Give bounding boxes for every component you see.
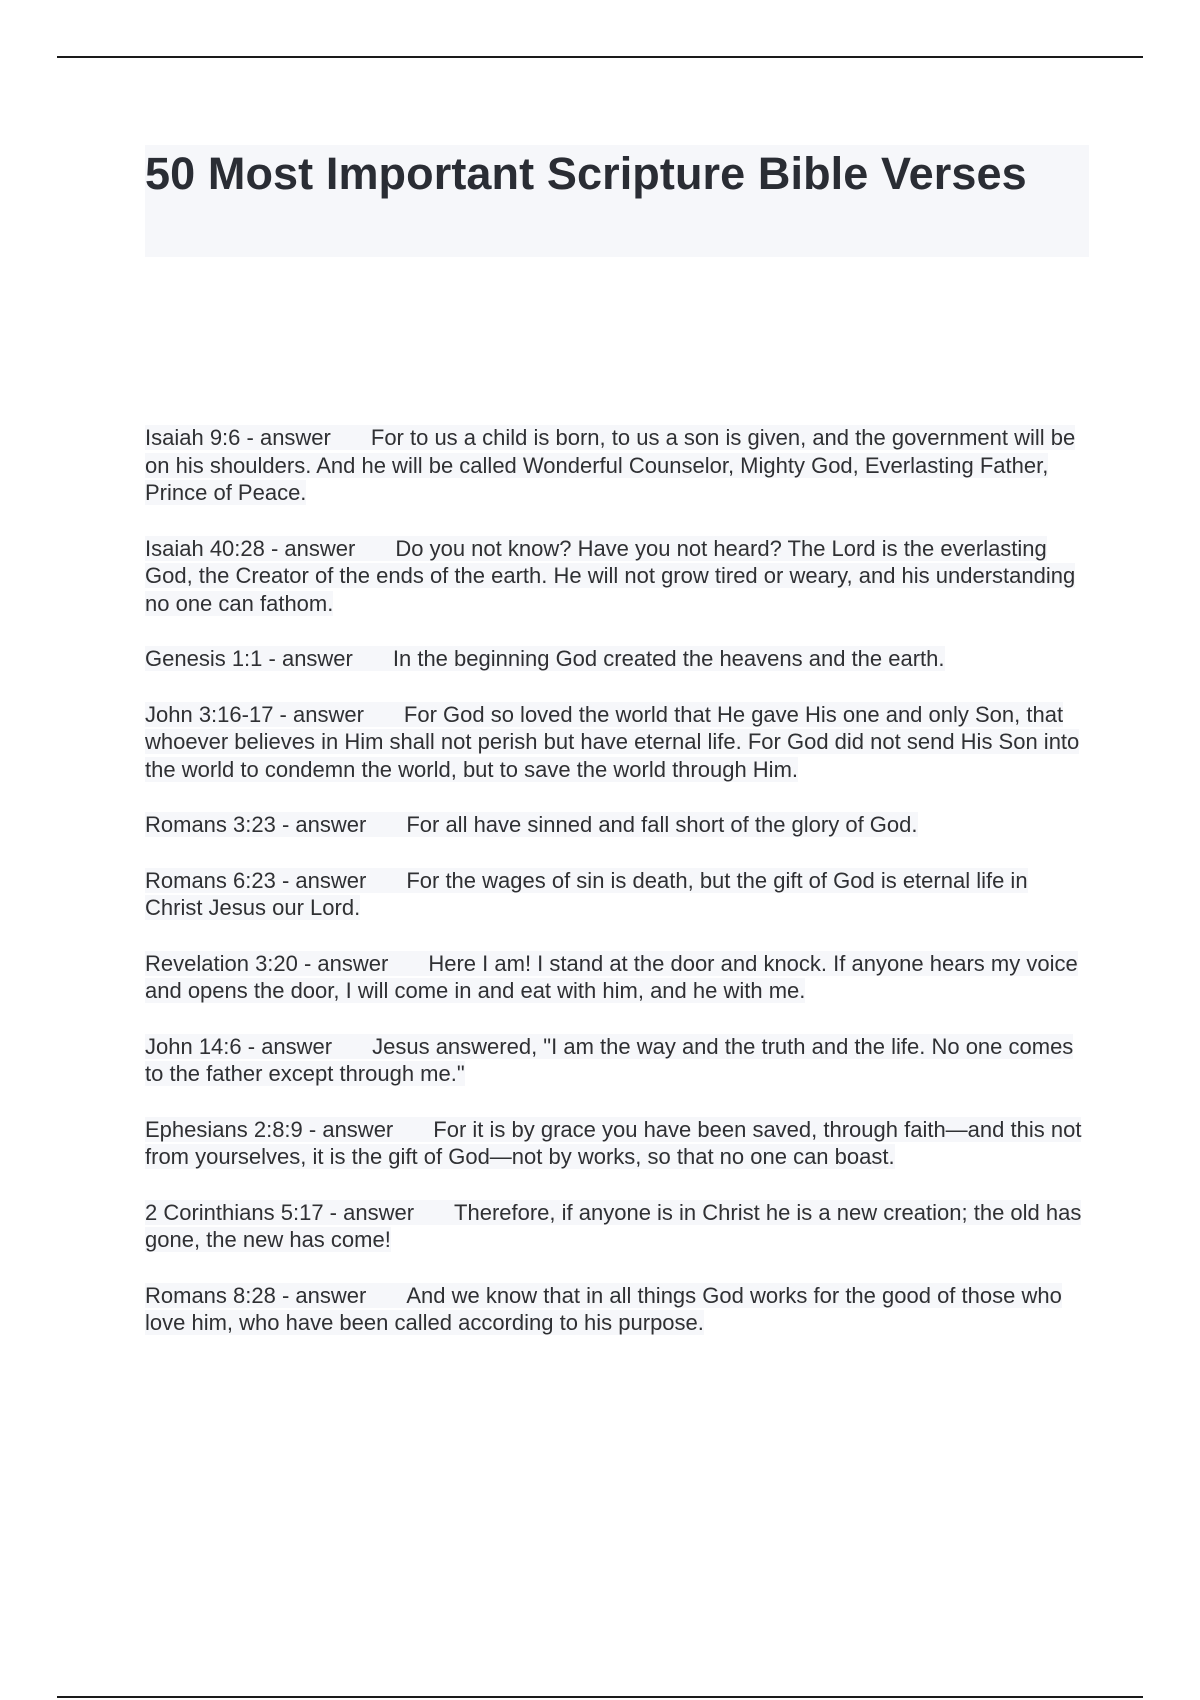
- list-item: [145, 1282, 1089, 1337]
- verse-text: For to us a child is born, to us a son is given, and the government will be on his shoulders. And he will be called Wonderful Counselor, Mighty God, Everlasting Father, Prince of Peace.: [145, 425, 1076, 505]
- verse-reference: Genesis 1:1 - answer: [145, 646, 353, 671]
- list-item: [145, 867, 1089, 922]
- verse-reference: Isaiah 40:28 - answer: [145, 535, 356, 561]
- list-item: [145, 701, 1089, 784]
- list-item: [145, 645, 1089, 673]
- verse-reference: Romans 8:28 - answer: [145, 1282, 367, 1308]
- list-item: [145, 424, 1089, 507]
- verse-text: Do you not know? Have you not heard? The Lord is the everlasting God, the Creator of the ends of the earth. He will not grow tired or weary, and his understanding no one can fathom.: [145, 535, 1076, 616]
- document-title: 50 Most Important Scripture Bible Verses: [145, 148, 1027, 199]
- verse-text: For the wages of sin is death, but the gift of God is eternal life in Christ Jesus our Lord.: [145, 867, 1028, 920]
- list-item: [145, 950, 1089, 1005]
- verse-text: In the beginning God created the heavens and the earth.: [392, 646, 945, 671]
- verse-reference: John 3:16-17 - answer: [145, 701, 364, 727]
- verse-text: Jesus answered, "I am the way and the truth and the life. No one comes to the father except through me.": [145, 1033, 1074, 1086]
- verse-reference: Ephesians 2:8:9 - answer: [145, 1116, 394, 1142]
- verse-reference: Romans 3:23 - answer: [145, 812, 367, 837]
- list-item: [145, 1199, 1089, 1254]
- verse-text: Therefore, if anyone is in Christ he is a new creation; the old has gone, the new has come!: [145, 1199, 1082, 1252]
- verse-text: Here I am! I stand at the door and knock. If anyone hears my voice and opens the door, I will come in and eat with him, and he with me.: [145, 950, 1078, 1003]
- list-item: [145, 1033, 1089, 1088]
- verse-reference: 2 Corinthians 5:17 - answer: [145, 1199, 415, 1225]
- verse-reference: John 14:6 - answer: [145, 1033, 333, 1059]
- verse-text: For all have sinned and fall short of the glory of God.: [406, 812, 918, 837]
- verse-text: For God so loved the world that He gave His one and only Son, that whoever believes in Him shall not perish but have eternal life. For God did not send His Son into the world to condemn the world, but to save the world through Him.: [145, 701, 1080, 782]
- bottom-rule: [57, 1696, 1143, 1698]
- title-block: [145, 145, 1089, 257]
- top-rule: [57, 56, 1143, 58]
- verse-reference: Revelation 3:20 - answer: [145, 950, 389, 976]
- list-item: [145, 535, 1089, 618]
- verse-reference: Isaiah 9:6 - answer: [145, 425, 331, 450]
- verse-reference: Romans 6:23 - answer: [145, 867, 367, 893]
- list-item: [145, 1116, 1089, 1171]
- list-item: [145, 811, 1089, 839]
- verse-list: [145, 424, 1089, 1365]
- verse-text: And we know that in all things God works for the good of those who love him, who have been called according to his purpose.: [145, 1282, 1062, 1335]
- verse-text: For it is by grace you have been saved, through faith—and this not from yourselves, it is the gift of God—not by works, so that no one can boast.: [145, 1116, 1082, 1169]
